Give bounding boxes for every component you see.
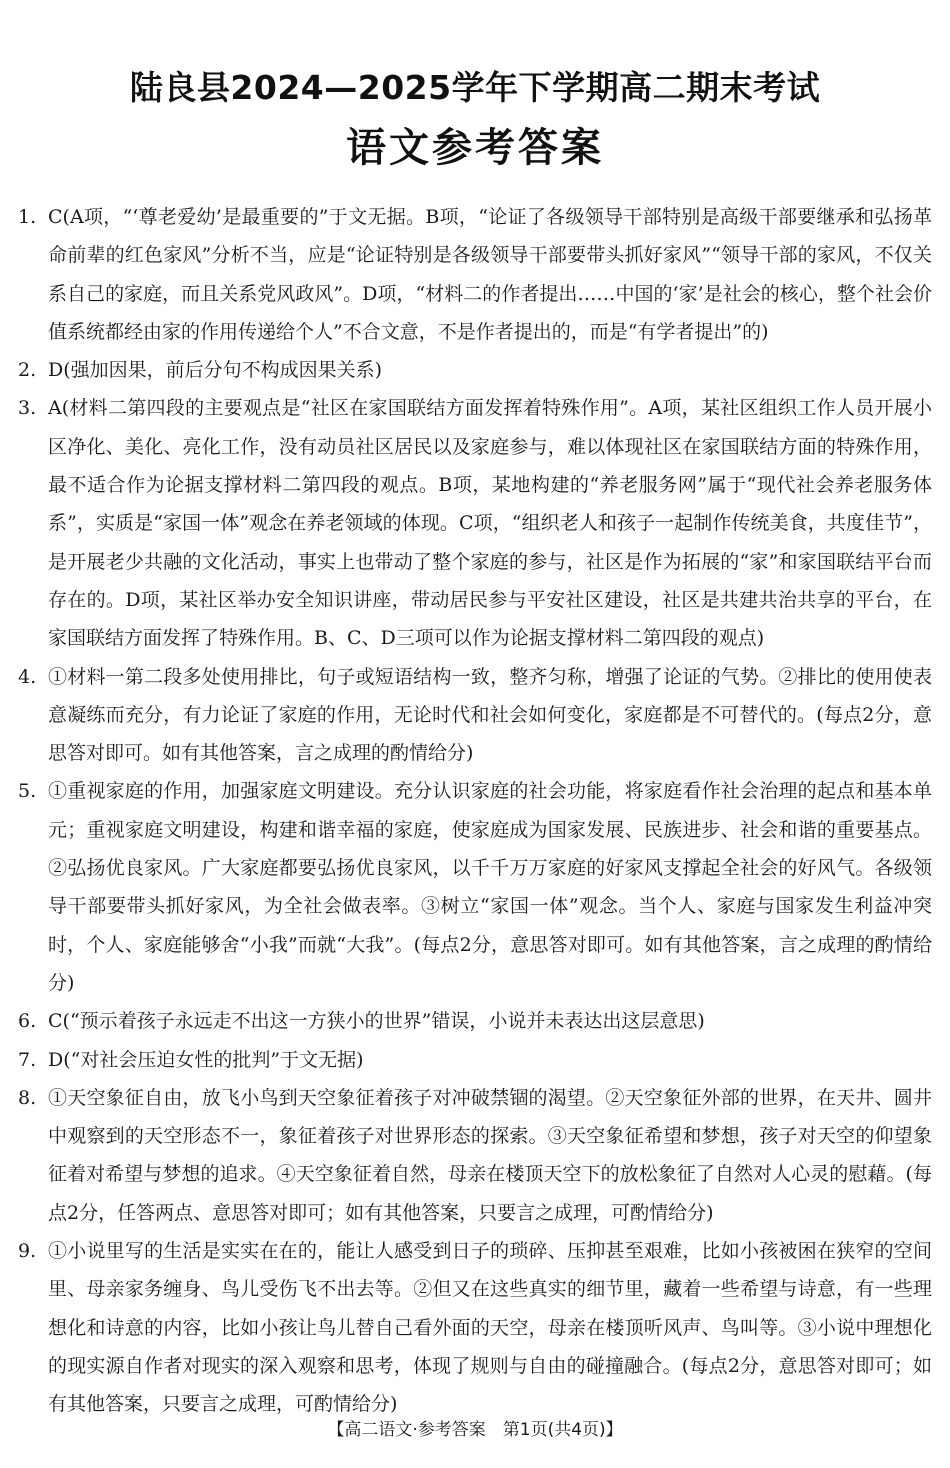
answer-item-7 [18,1041,932,1079]
answer-text: C(“预示着孩子永远走不出这一方狭小的世界”错误，小说并未表达出这层意思) [48,1010,705,1033]
exam-title: 陆良县2024—2025学年下学期高二期末考试 [129,68,821,107]
answer-text: C(A项，“‘尊老爱幼’是最重要的”于文无据。B项，“论证了各级领导干部特别是高级干部要继承和弘扬革命前辈的红色家风”分析不当，应是“论证特别是各级领导干部要带头抓好家风”“领导干部的家风，不仅关系自己的家庭，而且关系党风政风”。D项，“材料二的作者提出……中国的‘家’是社会的核心，整个社会价值系统都经由家的作用传递给个人”不合文意，不是作者提出的，而是“有学者提出”的) [48,206,932,343]
answer-number: 6. [18,1010,37,1033]
answer-item-9 [18,1232,932,1423]
answer-number: 9. [18,1240,37,1263]
answer-list [18,198,932,1424]
answer-number: 1. [18,206,37,228]
answer-number: 2. [18,359,37,382]
answer-item-5 [18,772,932,1002]
answer-text: D(“对社会压迫女性的批判”于文无据) [48,1048,364,1071]
answer-item-4 [18,658,932,773]
page-footer: 【高二语文·参考答案 第1页(共4页)】 [327,1420,623,1440]
document-title: 语文参考答案 [346,125,604,171]
answer-item-6 [18,1002,932,1040]
answer-number: 7. [18,1048,37,1071]
answer-item-1 [18,198,932,351]
answer-text: ①重视家庭的作用，加强家庭文明建设。充分认识家庭的社会功能，将家庭看作社会治理的起点和基本单元；重视家庭文明建设，构建和谐幸福的家庭，使家庭成为国家发展、民族进步、社会和谐的重要基点。②弘扬优良家风。广大家庭都要弘扬优良家风，以千千万万家庭的好家风支撑起全社会的好风气。各级领导干部要带头抓好家风，为全社会做表率。③树立“家国一体”观念。当个人、家庭与国家发生利益冲突时，个人、家庭能够舍“小我”而就“大我”。(每点2分，意思答对即可。如有其他答案，言之成理的酌情给分) [48,780,932,994]
answer-number: 8. [18,1086,37,1109]
answer-text: ①小说里写的生活是实实在在的，能让人感受到日子的琐碎、压抑甚至艰难，比如小孩被困在狭窄的空间里、母亲家务缠身、鸟儿受伤飞不出去等。②但又在这些真实的细节里，藏着一些希望与诗意，有一些理想化和诗意的内容，比如小孩让鸟儿替自己看外面的天空，母亲在楼顶听风声、鸟叫等。③小说中理想化的现实源自作者对现实的深入观察和思考，体现了规则与自由的碰撞融合。(每点2分，意思答对即可；如有其他答案，只要言之成理，可酌情给分) [48,1240,932,1416]
answer-number: 5. [18,780,37,803]
answer-item-3 [18,389,932,657]
answer-text: ①材料一第二段多处使用排比，句子或短语结构一致，整齐匀称，增强了论证的气势。②排比的使用使表意凝练而充分，有力论证了家庭的作用，无论时代和社会如何变化，家庭都是不可替代的。(每点2分，意思答对即可。如有其他答案，言之成理的酌情给分) [48,665,932,765]
answer-text: A(材料二第四段的主要观点是“社区在家国联结方面发挥着特殊作用”。A项，某社区组织工作人员开展小区净化、美化、亮化工作，没有动员社区居民以及家庭参与，难以体现社区在家国联结方面的特殊作用，最不适合作为论据支撑材料二第四段的观点。B项，某地构建的“养老服务网”属于“现代社会养老服务体系”，实质是“家国一体”观念在养老领域的体现。C项，“组织老人和孩子一起制作传统美食，共度佳节”，是开展老少共融的文化活动，事实上也带动了整个家庭的参与，社区是作为拓展的“家”和家国联结平台而存在的。D项，某社区举办安全知识讲座，带动居民参与平安社区建设，社区是共建共治共享的平台，在家国联结方面发挥了特殊作用。B、C、D三项可以作为论据支撑材料二第四段的观点) [48,397,932,650]
answer-text: ①天空象征自由，放飞小鸟到天空象征着孩子对冲破禁锢的渴望。②天空象征外部的世界，在天井、圆井中观察到的天空形态不一，象征着孩子对世界形态的探索。③天空象征希望和梦想，孩子对天空的仰望象征着对希望与梦想的追求。④天空象征着自然，母亲在楼顶天空下的放松象征了自然对人心灵的慰藉。(每点2分，任答两点、意思答对即可；如有其他答案，只要言之成理，可酌情给分) [48,1086,932,1224]
answer-number: 3. [18,397,37,420]
answer-number: 4. [18,665,37,688]
answer-text: D(强加因果，前后分句不构成因果关系) [48,359,383,382]
answer-item-8 [18,1079,932,1232]
answer-item-2 [18,351,932,389]
